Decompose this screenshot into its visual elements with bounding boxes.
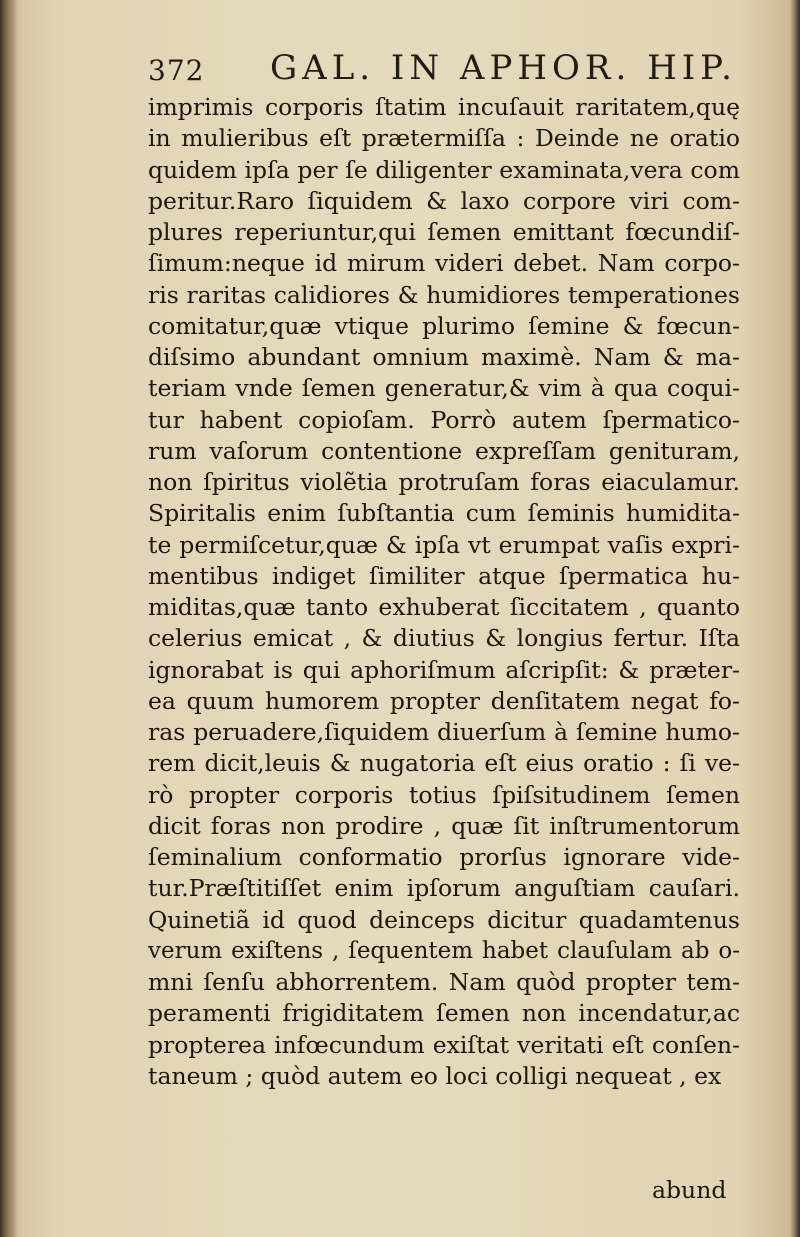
text-line: teriam vnde ſemen generatur,& vim à qua coqui-: [148, 374, 740, 403]
text-line: peritur.Raro ſiquidem & laxo corpore viri com-: [148, 186, 740, 215]
text-line: ſeminalium conformatio prorſus ignorare vide-: [148, 843, 740, 871]
text-line: tur habent copioſam. Porrò autem ſpermatico-: [148, 405, 740, 434]
text-line: mni ſenſu abhorrentem. Nam quòd propter tem-: [148, 968, 740, 996]
text-line: propterea infœcundum exiſtat veritati eſt conſen-: [148, 1030, 740, 1059]
text-line: taneum ; quòd autem eo loci colligi nequeat , ex: [148, 1061, 722, 1090]
text-line: plures reperiuntur,qui ſemen emittant fœcundiſ-: [148, 218, 740, 246]
running-title: GAL. IN APHOR. HIP.: [270, 48, 737, 88]
gutter-shadow: [0, 0, 18, 1237]
text-line: ras peruadere,ſiquidem diuerſum à ſemine humo-: [148, 718, 740, 746]
text-line: rem dicit,leuis & nugatoria eſt eius oratio : ſi ve-: [148, 749, 740, 778]
text-line: Spiritalis enim ſubſtantia cum ſeminis humidita-: [148, 499, 740, 528]
text-line: celerius emicat , & diutius & longius fertur. Iſta: [148, 624, 740, 653]
text-line: peramenti frigiditatem ſemen non incendatur,ac: [148, 999, 740, 1028]
text-line: te permiſcetur,quæ & ipſa vt erumpat vaſis expri-: [148, 530, 740, 559]
body-text: [148, 92, 740, 1092]
catchword: abund: [652, 1176, 727, 1204]
text-line: comitatur,quæ vtique plurimo ſemine & fœcun-: [148, 311, 740, 340]
running-head: [148, 46, 737, 92]
text-line: dicit foras non prodire , quæ ſit inſtrumentorum: [148, 811, 740, 840]
text-line: quidem ipſa per ſe diligenter examinata,vera com: [148, 155, 740, 184]
page-number: 372: [148, 54, 205, 87]
text-line: rò propter corporis totius ſpiſsitudinem ſemen: [148, 780, 740, 809]
text-line: ignorabat is qui aphoriſmum aſcripſit: & præter-: [148, 655, 740, 684]
text-line: diſsimo abundant omnium maximè. Nam & ma-: [148, 343, 740, 371]
text-line: ſimum:neque id mirum videri debet. Nam corpo-: [148, 249, 740, 278]
text-line: ea quum humorem propter denſitatem negat fo-: [148, 686, 740, 715]
text-line: mentibus indiget ſimiliter atque ſpermatica hu-: [148, 561, 740, 590]
text-line: miditas,quæ tanto exhuberat ſiccitatem , quanto: [148, 593, 740, 621]
text-line: in mulieribus eſt prætermiſſa : Deinde ne oratio: [148, 124, 740, 153]
text-line: Quinetiã id quod deinceps dicitur quadamtenus: [148, 905, 740, 934]
text-line: imprimis corporis ſtatim incuſauit raritatem,quę: [148, 93, 740, 121]
text-line: tur.Præſtitiſſet enim ipſorum anguſtiam cauſari.: [148, 874, 740, 903]
text-line: ris raritas calidiores & humidiores temperationes: [148, 280, 740, 309]
text-line: verum exiſtens , ſequentem habet clauſulam ab o-: [148, 937, 740, 964]
text-line: non ſpiritus violẽtia protruſam foras eiaculamur.: [148, 468, 740, 496]
text-line: rum vaſorum contentione expreſſam genituram,: [148, 436, 740, 465]
